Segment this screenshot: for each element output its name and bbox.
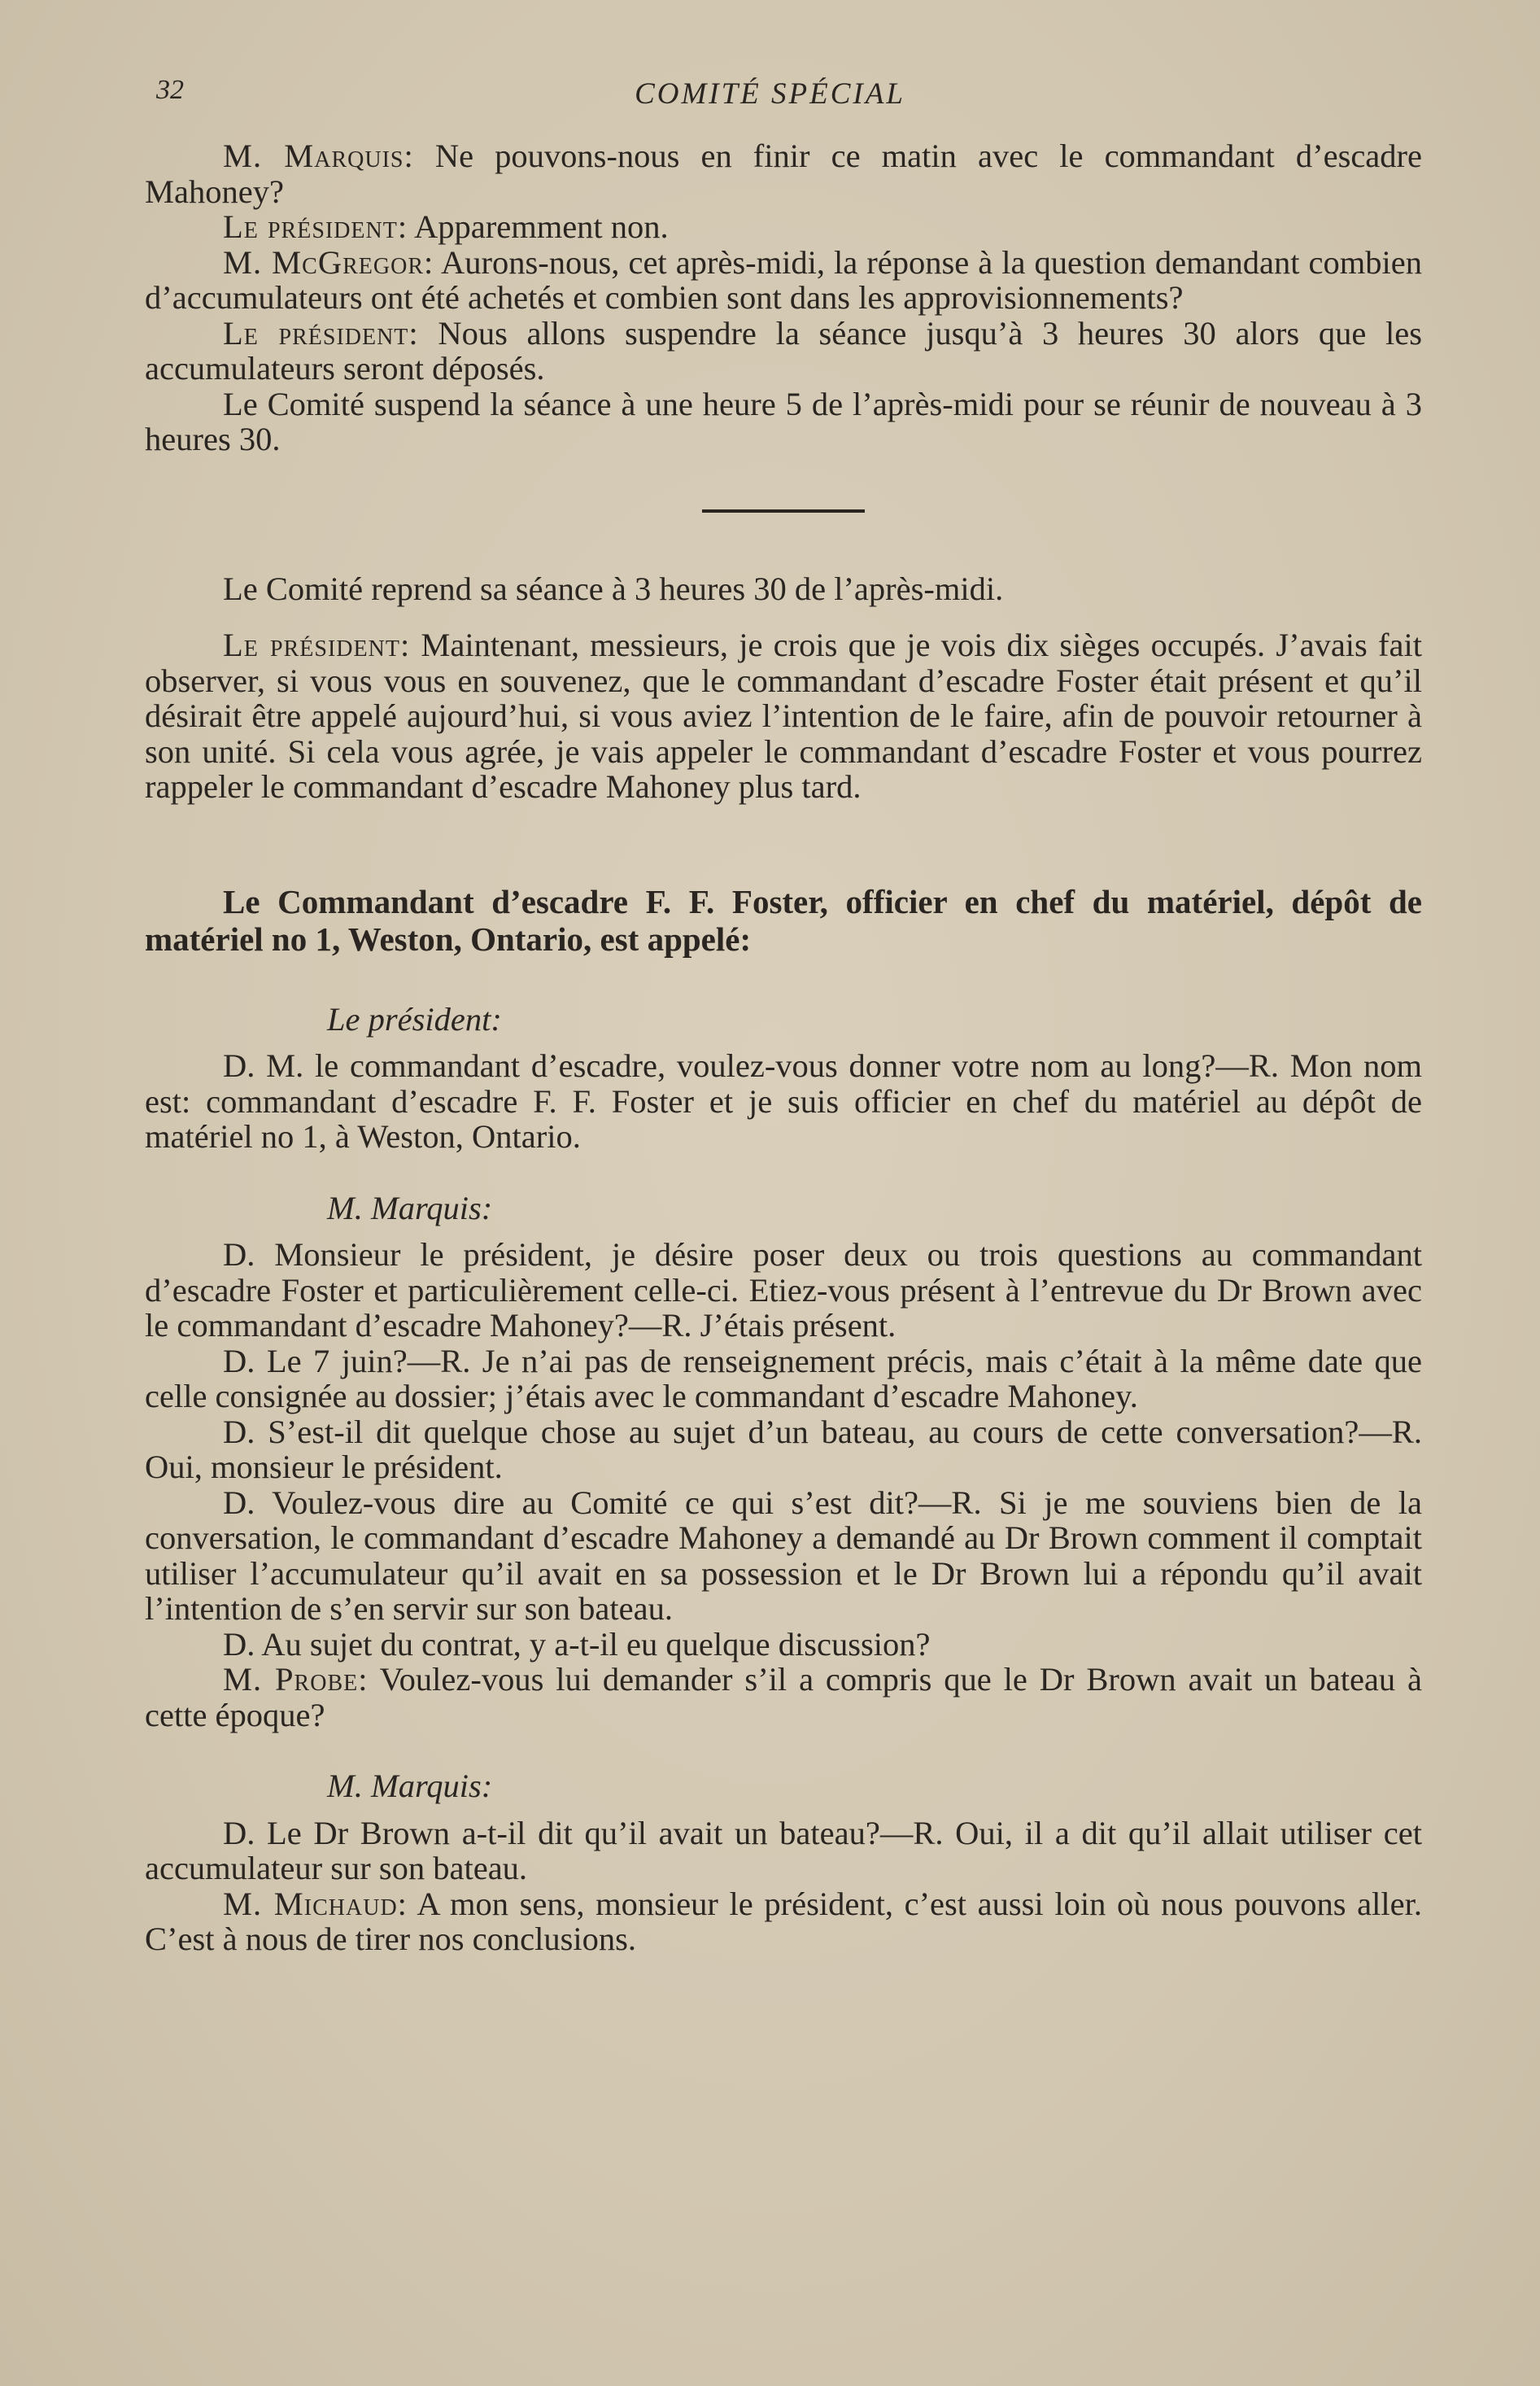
examiner-heading: M. Marquis: xyxy=(327,1189,493,1226)
question-answer: D. Au sujet du contrat, y a-t-il eu quelque discussion? xyxy=(223,1625,931,1663)
paragraph xyxy=(145,1886,1422,1957)
paragraph xyxy=(145,245,1422,316)
page-number: 32 xyxy=(156,75,184,105)
paragraph xyxy=(145,316,1422,387)
paragraph-text: Le Comité suspend la séance à une heure 5 de l’après-midi pour se réunir de nouveau à 3 heures 30. xyxy=(145,385,1422,457)
witness-heading: Le Commandant d’escadre F. F. Foster, officier en chef du matériel, dépôt de matériel no 1, Weston, Ontario, est appelé: xyxy=(145,882,1422,958)
resume-notice: Le Comité reprend sa séance à 3 heures 30 de l’après-midi. xyxy=(223,570,1004,607)
paragraph xyxy=(145,387,1422,457)
speaker-name: Le président: xyxy=(223,627,411,663)
section-divider xyxy=(702,509,865,513)
speaker-name: M. McGregor: xyxy=(223,243,434,281)
examiner-heading: Le président: xyxy=(327,1000,502,1038)
speaker-name: Le président: xyxy=(223,208,408,245)
speaker-name: M. Michaud: xyxy=(223,1885,408,1922)
paragraph xyxy=(145,1662,1422,1733)
question-answer: D. Monsieur le président, je désire poser deux ou trois questions au commandant d’escadre Foster et particulièrement celle-ci. Etiez-vous présent à l’entrevue du Dr Brown avec le commandant d’escadre Mahoney?—R. J’étais présent. xyxy=(145,1236,1422,1344)
speaker-name: M. Marquis: xyxy=(223,138,414,174)
question-answer: D. Le 7 juin?—R. Je n’ai pas de renseignement précis, mais c’était à la même date que celle consignée au dossier; j’étais avec le commandant d’escadre Mahoney. xyxy=(145,1342,1422,1414)
paragraph xyxy=(145,209,1422,245)
question-answer: D. Le Dr Brown a-t-il dit qu’il avait un bateau?—R. Oui, il a dit qu’il allait utiliser cet accumulateur sur son bateau. xyxy=(145,1814,1422,1886)
speaker-name: Le président: xyxy=(223,314,419,352)
paragraph-text: A mon sens, monsieur le président, c’est aussi loin où nous pouvons aller. C’est à nous de tirer nos conclusions. xyxy=(145,1885,1422,1957)
question-answer: D. M. le commandant d’escadre, voulez-vous donner votre nom au long?—R. Mon nom est: commandant d’escadre F. F. Foster et je suis officier en chef du matériel au dépôt de matériel no 1, à Weston, Ontario. xyxy=(145,1047,1422,1155)
running-title: COMITÉ SPÉCIAL xyxy=(635,77,905,111)
paragraph-text: Ne pouvons-nous en finir ce matin avec le commandant d’escadre Mahoney? xyxy=(145,138,1422,210)
examiner-heading: M. Marquis: xyxy=(327,1768,493,1804)
paragraph xyxy=(145,627,1422,805)
paragraph xyxy=(145,138,1422,209)
speaker-name: M. Probe: xyxy=(223,1661,369,1698)
paragraph-text: Maintenant, messieurs, je crois que je vois dix sièges occupés. J’avais fait observer, si vous vous en souvenez, que le commandant d’escadre Foster était présent et qu’il désirait être appelé aujourd’hui, si vous aviez l’intention de le faire, afin de pouvoir retourner à son unité. Si cela vous agrée, je vais appeler le commandant d’escadre Foster et vous pourrez rappeler le commandant d’escadre Mahoney plus tard. xyxy=(145,627,1422,805)
page-header xyxy=(0,75,1540,124)
question-answer: D. S’est-il dit quelque chose au sujet d’un bateau, au cours de cette conversation?—R. Oui, monsieur le président. xyxy=(145,1413,1422,1485)
paragraph-text: Nous allons suspendre la séance jusqu’à 3 heures 30 alors que les accumulateurs seront déposés. xyxy=(145,314,1422,387)
paragraph-text: Voulez-vous lui demander s’il a compris que le Dr Brown avait un bateau à cette époque? xyxy=(145,1661,1423,1733)
question-answer: D. Voulez-vous dire au Comité ce qui s’est dit?—R. Si je me souviens bien de la conversation, le commandant d’escadre Mahoney a demandé au Dr Brown comment il comptait utiliser l’accumulateur qu’il avait en sa possession et le Dr Brown lui a répondu qu’il avait l’intention de s’en servir sur son bateau. xyxy=(145,1484,1422,1627)
paragraph-text: Aurons-nous, cet après-midi, la réponse à la question demandant combien d’accumulateurs ont été achetés et combien sont dans les approvisionnements? xyxy=(145,243,1422,316)
page-body xyxy=(145,138,1422,1957)
paragraph-text: Apparemment non. xyxy=(408,208,669,245)
